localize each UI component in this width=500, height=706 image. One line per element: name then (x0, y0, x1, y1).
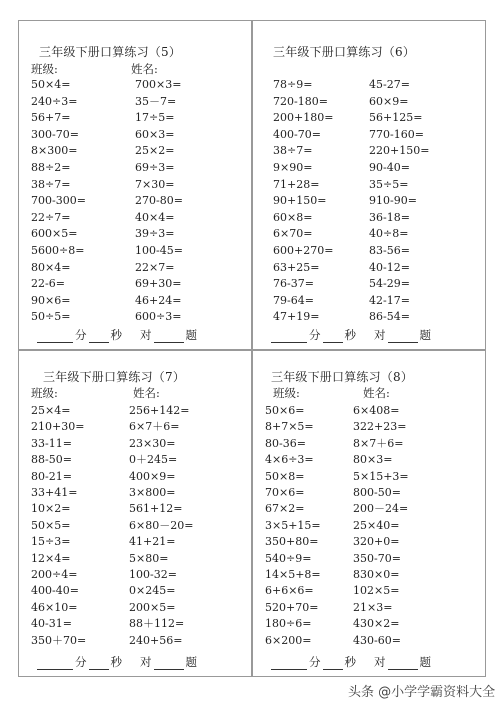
problem-right: 0＋245= (129, 453, 178, 467)
problem-right: 200×5= (129, 600, 176, 614)
problem-right: 35－7= (135, 94, 177, 108)
problem-right: 88＋112= (129, 617, 185, 631)
problem-right: 200－24= (353, 502, 409, 516)
problem-right: 40-12= (369, 260, 410, 274)
class-label: 班级: (273, 386, 300, 400)
score-footer (271, 654, 433, 670)
problem-left: 8×300= (31, 144, 78, 158)
problem-right: 60×9= (369, 94, 409, 108)
problem-right: 5×80= (129, 551, 169, 565)
problem-right: 35÷5= (369, 177, 409, 191)
problem-right: 600÷3= (135, 310, 182, 324)
questions-label: 题 (419, 328, 431, 342)
problem-left: 6×200= (265, 633, 312, 647)
problem-right: 25×40= (353, 518, 400, 532)
problem-left: 80-36= (265, 436, 306, 450)
minutes-label: 分 (309, 328, 321, 342)
correct-blank[interactable] (154, 657, 184, 670)
problem-left: 6×70= (273, 227, 313, 241)
problem-right: 770-160= (369, 127, 424, 141)
questions-label: 题 (185, 328, 197, 342)
correct-blank[interactable] (154, 330, 184, 343)
problem-right: 36-18= (369, 210, 410, 224)
problem-left: 22÷7= (31, 210, 71, 224)
questions-label: 题 (419, 655, 431, 669)
seconds-blank[interactable] (323, 657, 343, 670)
problem-right: 561+12= (129, 502, 183, 516)
problem-right: 54-29= (369, 277, 410, 291)
problem-right: 100-45= (135, 244, 183, 257)
problem-right: 400×9= (129, 469, 176, 483)
problem-right: 90-40= (369, 161, 410, 174)
problem-right: 6×80－20= (129, 518, 194, 532)
problem-left: 60×8= (273, 210, 313, 224)
problem-right: 256+142= (129, 404, 190, 417)
problem-right: 80×3= (353, 453, 393, 467)
problem-right: 45-27= (369, 78, 410, 91)
score-footer (37, 654, 199, 670)
problem-right: 100-32= (129, 568, 177, 581)
seconds-label: 秒 (110, 328, 122, 342)
seconds-blank[interactable] (89, 657, 109, 670)
problem-left: 400-70= (273, 127, 321, 141)
problem-left: 8+7×5= (265, 420, 314, 434)
problem-right: 800-50= (353, 486, 401, 499)
name-label: 姓名: (133, 386, 160, 400)
panel-title: 三年级下册口算练习（8） (271, 370, 414, 384)
problem-left: 180÷6= (265, 617, 312, 631)
problem-left: 600+270= (273, 244, 334, 257)
problem-left: 90+150= (273, 194, 327, 208)
class-label: 班级: (31, 62, 58, 76)
problem-left: 6+6×6= (265, 584, 314, 598)
problem-left: 70×6= (265, 486, 305, 499)
problem-right: 86-54= (369, 310, 410, 324)
problem-left: 40-31= (31, 617, 72, 631)
problem-right: 21×3= (353, 600, 393, 614)
problem-left: 80-21= (31, 469, 72, 483)
problem-left: 50×6= (265, 404, 305, 417)
problem-left: 33+41= (31, 486, 78, 499)
problem-left: 76-37= (273, 277, 314, 291)
problem-left: 50×8= (265, 469, 305, 483)
problem-left: 200+180= (273, 111, 334, 125)
problem-left: 63+25= (273, 260, 320, 274)
problem-right: 40÷8= (369, 227, 409, 241)
problem-left: 240÷3= (31, 94, 78, 108)
minutes-label: 分 (75, 655, 87, 669)
minutes-label: 分 (309, 655, 321, 669)
problem-left: 5600÷8= (31, 244, 85, 257)
problem-left: 88-50= (31, 453, 72, 467)
problem-right: 0×245= (129, 584, 176, 598)
problem-left: 10×2= (31, 502, 71, 516)
problem-left: 38÷7= (273, 144, 313, 158)
source-watermark: 头条 @小学学霸资料大全 (348, 685, 496, 700)
correct-label: 对 (140, 328, 152, 342)
panel-title: 三年级下册口算练习（5） (39, 45, 182, 59)
correct-blank[interactable] (388, 330, 418, 343)
problem-left: 540÷9= (265, 551, 312, 565)
score-footer (271, 327, 433, 343)
problem-right: 910-90= (369, 194, 417, 208)
problem-right: 102×5= (353, 584, 400, 598)
problem-left: 700-300= (31, 194, 86, 208)
problem-left: 50×4= (31, 78, 71, 91)
problem-left: 80×4= (31, 260, 71, 274)
problem-right: 322+23= (353, 420, 407, 434)
problem-left: 600×5= (31, 227, 78, 241)
problem-right: 430×2= (353, 617, 400, 631)
correct-label: 对 (140, 655, 152, 669)
problem-right: 7×30= (135, 177, 175, 191)
minutes-blank[interactable] (271, 657, 307, 670)
problem-right: 41+21= (129, 535, 176, 549)
problem-right: 700×3= (135, 78, 182, 91)
seconds-blank[interactable] (323, 330, 343, 343)
problem-right: 69÷3= (135, 161, 175, 174)
problem-right: 69+30= (135, 277, 182, 291)
problem-left: 25×4= (31, 404, 71, 417)
problem-left: 400-40= (31, 584, 79, 598)
problem-left: 3×5+15= (265, 518, 321, 532)
problem-left: 14×5+8= (265, 568, 321, 581)
problem-right: 320+0= (353, 535, 400, 549)
minutes-blank[interactable] (271, 330, 307, 343)
problem-right: 5×15+3= (353, 469, 409, 483)
practice-panel-7 (18, 350, 252, 677)
minutes-label: 分 (75, 328, 87, 342)
problem-left: 78÷9= (273, 78, 313, 91)
problem-left: 720-180= (273, 94, 328, 108)
name-label: 姓名: (131, 62, 158, 76)
correct-label: 对 (374, 328, 386, 342)
practice-panel-6 (252, 20, 486, 350)
seconds-blank[interactable] (89, 330, 109, 343)
problem-left: 9×90= (273, 161, 313, 174)
problem-left: 50÷5= (31, 310, 71, 324)
problem-right: 17÷5= (135, 111, 175, 125)
practice-panel-5 (18, 20, 252, 350)
problem-left: 90×6= (31, 293, 71, 307)
problem-right: 23×30= (129, 436, 176, 450)
problem-left: 79-64= (273, 293, 314, 307)
problem-right: 830×0= (353, 568, 400, 581)
panel-title: 三年级下册口算练习（6） (273, 45, 416, 59)
minutes-blank[interactable] (37, 657, 73, 670)
practice-panel-8 (252, 350, 486, 677)
problem-right: 8×7＋6= (353, 436, 404, 450)
problem-right: 39÷3= (135, 227, 175, 241)
problem-right: 42-17= (369, 293, 410, 307)
problem-left: 4×6÷3= (265, 453, 314, 467)
seconds-label: 秒 (110, 655, 122, 669)
problem-left: 47+19= (273, 310, 320, 324)
problem-left: 350＋70= (31, 633, 87, 647)
problem-right: 56+125= (369, 111, 423, 125)
problem-right: 83-56= (369, 244, 410, 257)
class-label: 班级: (31, 386, 58, 400)
problem-left: 56+7= (31, 111, 71, 125)
problem-right: 40×4= (135, 210, 175, 224)
problem-right: 46+24= (135, 293, 182, 307)
seconds-label: 秒 (344, 328, 356, 342)
problem-left: 33-11= (31, 436, 72, 450)
problem-left: 200÷4= (31, 568, 78, 581)
score-footer (37, 327, 199, 343)
problem-right: 270-80= (135, 194, 183, 208)
problem-right: 6×408= (353, 404, 400, 417)
problem-left: 350+80= (265, 535, 319, 549)
correct-blank[interactable] (388, 657, 418, 670)
problem-right: 3×800= (129, 486, 176, 499)
problem-right: 240+56= (129, 633, 183, 647)
problem-left: 300-70= (31, 127, 79, 141)
problem-left: 46×10= (31, 600, 78, 614)
problem-left: 71+28= (273, 177, 320, 191)
panel-title: 三年级下册口算练习（7） (43, 370, 186, 384)
minutes-blank[interactable] (37, 330, 73, 343)
correct-label: 对 (374, 655, 386, 669)
problem-right: 60×3= (135, 127, 175, 141)
problem-right: 350-70= (353, 551, 401, 565)
problem-right: 6×7＋6= (129, 420, 180, 434)
problem-right: 220+150= (369, 144, 430, 158)
problem-right: 25×2= (135, 144, 175, 158)
problem-left: 15÷3= (31, 535, 71, 549)
problem-left: 12×4= (31, 551, 71, 565)
problem-left: 22-6= (31, 277, 65, 291)
seconds-label: 秒 (344, 655, 356, 669)
problem-left: 67×2= (265, 502, 305, 516)
problem-left: 50×5= (31, 518, 71, 532)
questions-label: 题 (185, 655, 197, 669)
problem-right: 22×7= (135, 260, 175, 274)
name-label: 姓名: (363, 386, 390, 400)
problem-left: 210+30= (31, 420, 85, 434)
problem-left: 520+70= (265, 600, 319, 614)
problem-left: 88÷2= (31, 161, 71, 174)
problem-right: 430-60= (353, 633, 401, 647)
problem-left: 38÷7= (31, 177, 71, 191)
